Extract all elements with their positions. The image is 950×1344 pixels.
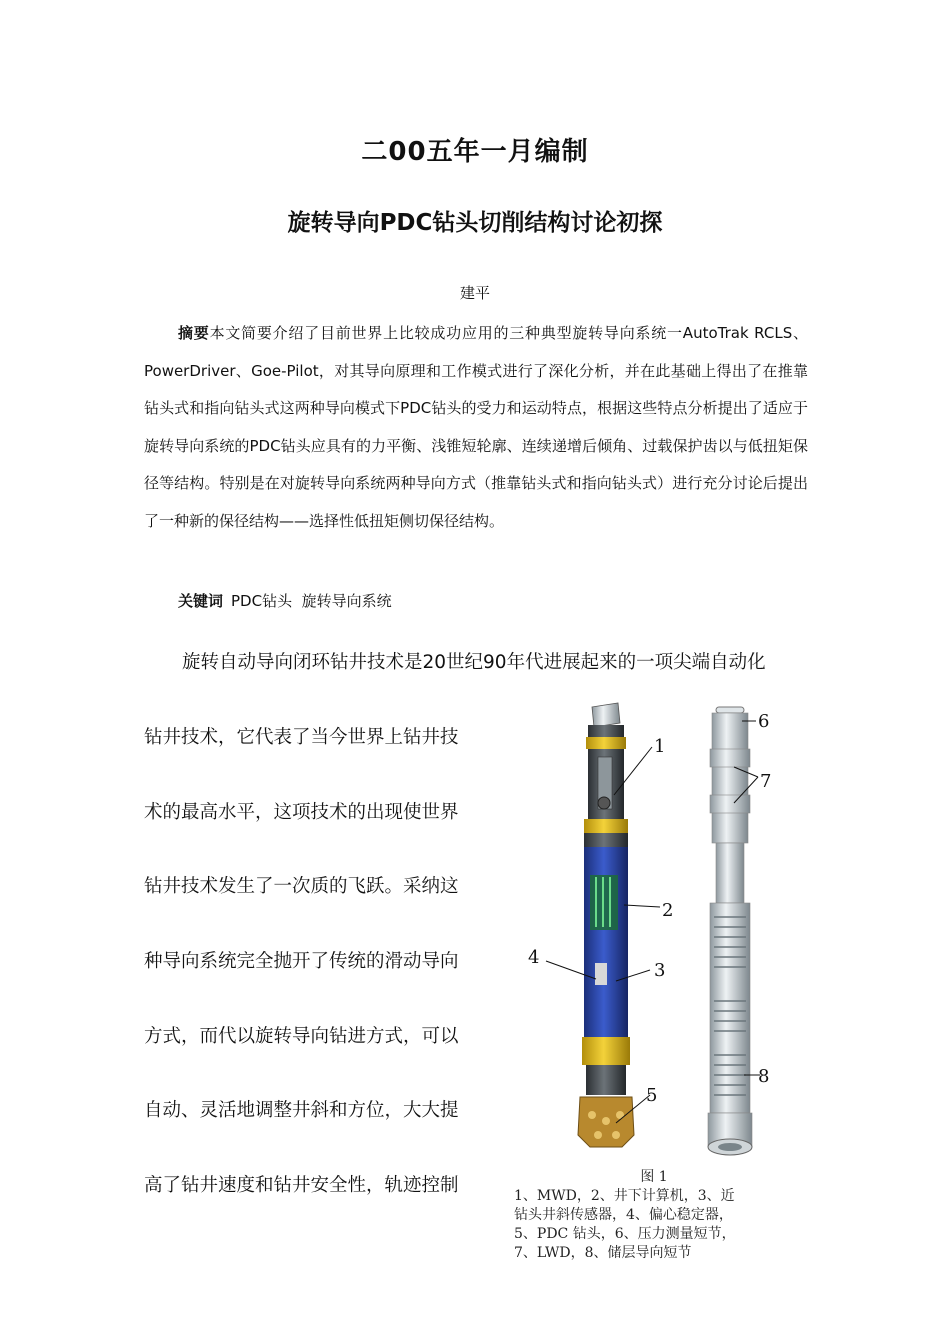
- figure-caption-line: 5、PDC 钻头，6、压力测量短节，: [514, 1226, 736, 1242]
- callout-label-8: 8: [758, 1066, 770, 1087]
- right-tool-assembly: [708, 707, 752, 1155]
- drilling-tool-illustration: [520, 695, 800, 1165]
- callout-label-5: 5: [646, 1085, 658, 1106]
- abstract-paragraph: [144, 315, 808, 540]
- paper-author: 建平: [459, 284, 490, 302]
- figure-caption-line: 1、MWD，2、井下计算机，3、近: [514, 1188, 735, 1204]
- figure-caption-line: 7、LWD，8、储层导向短节: [514, 1245, 692, 1261]
- body-line: 钻井技术，它代表了当今世界上钻井技: [144, 727, 459, 748]
- figure-caption-line: 钻头井斜传感器，4、偏心稳定器，: [514, 1207, 733, 1223]
- callout-label-3: 3: [654, 960, 666, 981]
- figure-caption: [514, 1168, 794, 1263]
- body-line: 方式，而代以旋转导向钻进方式，可以: [144, 1025, 459, 1047]
- document-date-header: 二00五年一月编制: [361, 137, 589, 167]
- figure-caption-title: 图 1: [640, 1169, 668, 1185]
- paper-title: 旋转导向PDC钻头切削结构讨论初探: [287, 210, 663, 236]
- body-line: 高了钻井速度和钻井安全性，轨迹控制: [144, 1175, 459, 1197]
- body-line: 钻井技术发生了一次质的飞跃。采纳这: [144, 876, 459, 898]
- body-line: 术的最高水平，这项技术的出现使世界: [144, 801, 459, 823]
- abstract-text: 本文简要介绍了目前世界上比较成功应用的三种典型旋转导向系统一AutoTrak RCLS、PowerDriver、Goe-Pilot，对其导向原理和工作模式进行了深化分析，并在此基础上得出了在推靠钻头式和指向钻头式这两种导向模式下PDC钻头的受力和运动特点，根据这些特点分析提出了适应于旋转导向系统的PDC钻头应具有的力平衡、浅锥短轮廓、连续递增后倾角、过载保护齿以与低扭矩保径等结构。特别是在对旋转导向系统两种导向方式（推靠钻头式和指向钻头式）进行充分讨论后提出了一种新的保径结构——选择性低扭矩侧切保径结构。: [144, 324, 808, 530]
- keywords-line: [178, 590, 392, 611]
- keywords-text: PDC钻头 旋转导向系统: [231, 592, 392, 610]
- body-line: 种导向系统完全抛开了传统的滑动导向: [144, 951, 459, 973]
- keywords-label: 关键词: [178, 592, 224, 610]
- drilling-tool-figure: [520, 695, 800, 1165]
- body-line: 自动、灵活地调整井斜和方位，大大提: [144, 1100, 459, 1122]
- callout-label-4: 4: [528, 947, 540, 968]
- callout-label-7: 7: [760, 771, 772, 792]
- callout-label-1: 1: [654, 736, 666, 757]
- body-first-line: 旋转自动导向闭环钻井技术是20世纪90年代进展起来的一项尖端自动化: [182, 652, 766, 673]
- callout-label-6: 6: [758, 711, 770, 732]
- body-text-column: [144, 718, 494, 1241]
- abstract-label: 摘要: [178, 324, 210, 342]
- callout-label-2: 2: [662, 900, 674, 921]
- left-tool-assembly: [578, 703, 634, 1147]
